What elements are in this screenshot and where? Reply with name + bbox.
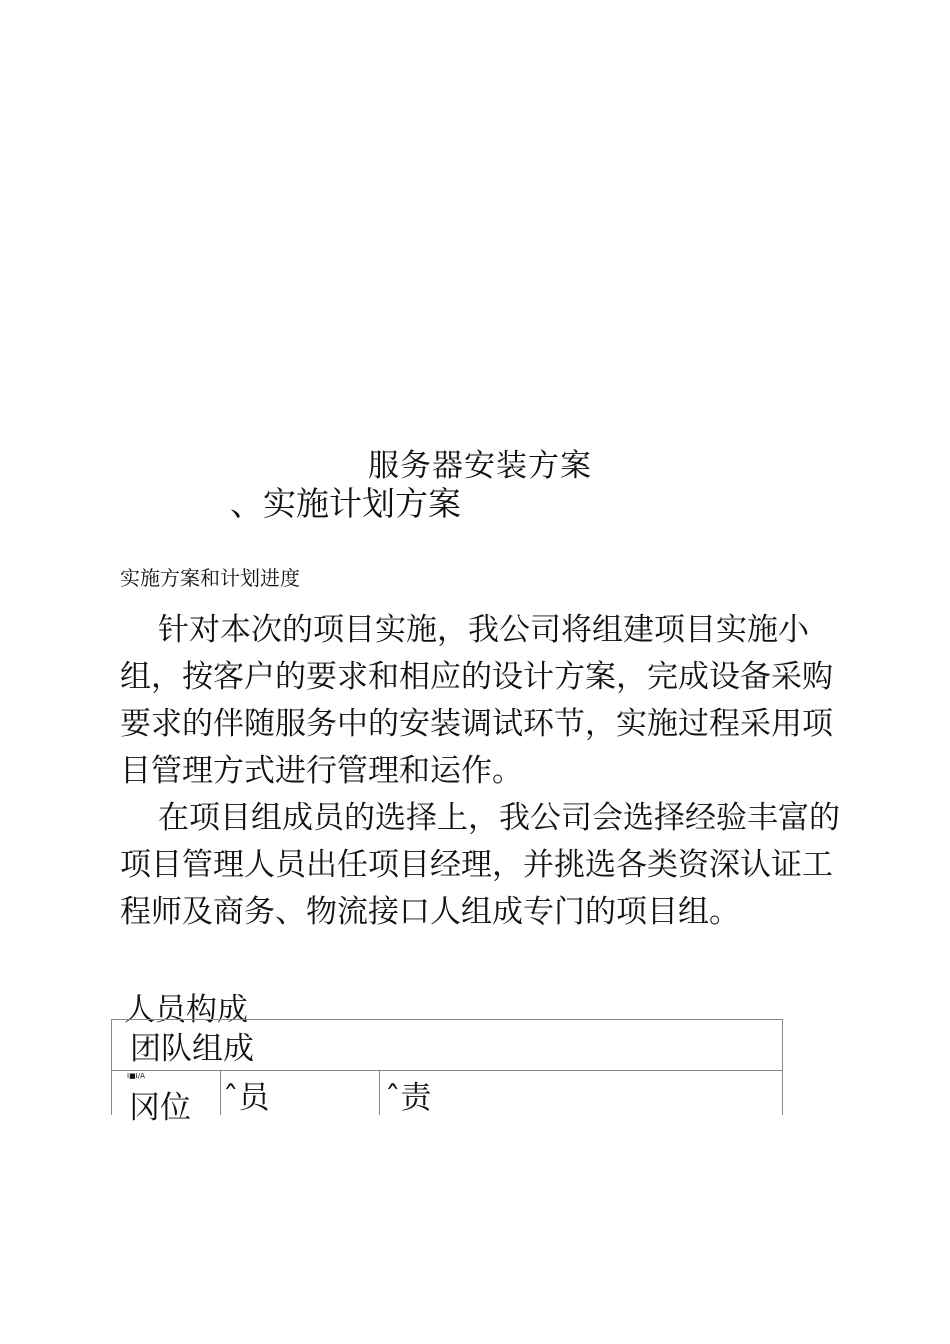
table-border	[111, 1070, 112, 1115]
table-border	[379, 1070, 380, 1115]
subheading: 实施方案和计划进度	[120, 566, 300, 590]
table-cell-duty: ˆ责	[385, 1080, 432, 1116]
table-tiny-note: I■I/A	[127, 1072, 145, 1080]
paragraph-1: 针对本次的项目实施，我公司将组建项目实施小组，按客户的要求和相应的设计方案，完成设备采购要求的伴随服务中的安装调试环节，实施过程采用项目管理方式进行管理和运作。	[120, 612, 833, 789]
document-title: 服务器安装方案	[368, 448, 592, 484]
section-heading: 、实施计划方案	[230, 484, 461, 523]
table-header-text: 团队组成	[130, 1031, 254, 1067]
table-border	[782, 1070, 783, 1115]
table-row	[111, 1070, 783, 1126]
team-table	[111, 1019, 783, 1126]
table-cell-position: 冈位	[129, 1090, 191, 1126]
people-heading: 人员构成	[124, 992, 248, 1028]
paragraph-2: 在项目组成员的选择上，我公司会选择经验丰富的项目管理人员出任项目经理，并挑选各类资深认证工程师及商务、物流接口人组成专门的项目组。	[120, 800, 840, 930]
table-header-row	[111, 1019, 783, 1071]
table-border	[220, 1070, 221, 1115]
table-cell-member: ˆ员	[223, 1080, 270, 1116]
